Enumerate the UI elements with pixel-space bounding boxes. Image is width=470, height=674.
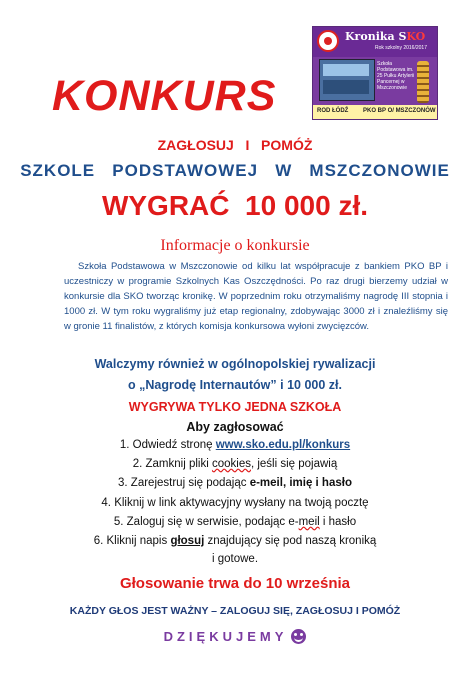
step-6-text: 6. Kliknij napis: [93, 535, 171, 547]
header-line-1: ZAGŁOSUJ I POMÓŻ: [157, 137, 313, 153]
page-title: KONKURS: [52, 72, 277, 120]
slogan-text: KAŻDY GŁOS JEST WAŻNY – ZALOGUJ SIĘ, ZAGŁOSUJ I POMÓŻ: [69, 605, 401, 617]
step-2: [0, 458, 470, 470]
header-line-2: SZKOLE PODSTAWOWEJ W MSZCZONOWIE: [20, 161, 450, 180]
national-line-1: Walczymy również w ogólnopolskiej rywalizacji: [94, 357, 376, 371]
chronicle-thumbnail: [312, 26, 438, 120]
step-1: [0, 439, 470, 451]
step-6: [0, 535, 470, 547]
brand-prefix: Kronika S: [345, 30, 407, 43]
contest-link[interactable]: www.sko.edu.pl/konkurs: [215, 439, 351, 451]
thumbnail-brand: [345, 30, 425, 43]
step-3-text: 3. Zarejestruj się podając: [118, 477, 250, 489]
thumbnail-year: Rok szkolny 2016/2017: [375, 45, 427, 51]
step-5: [0, 516, 470, 528]
sko-logo-icon: [317, 30, 339, 52]
step-2-suffix: , jeśli się pojawią: [250, 458, 338, 470]
step-2-cookies: cookies: [211, 458, 251, 470]
national-line-2: o „Nagrodę Internautów” i 10 000 zł.: [128, 378, 342, 392]
step-5-meil: meil: [298, 516, 320, 528]
step-3-credentials: e-meil, imię i hasło: [249, 477, 352, 489]
brand-accent: KO: [406, 30, 426, 43]
thanks-text: DZIĘKUJEMY: [163, 629, 288, 644]
header-line-3: WYGRAĆ 10 000 zł.: [101, 190, 369, 221]
thumbnail-caption: Szkoła Podstawowa im. 25 Pułku Artylerii Pancernej w Mszczonowie: [377, 61, 415, 91]
thanks-line: [0, 629, 470, 644]
step-6-vote-word: głosuj: [170, 535, 205, 547]
steps-heading: Aby zagłosować: [186, 420, 284, 434]
smiley-face-icon: [291, 629, 306, 644]
thumbnail-left-label: ROD ŁÓDŹ: [317, 108, 349, 114]
step-6-line-2: i gotowe.: [211, 553, 259, 565]
step-5-suffix: i hasło: [319, 516, 357, 528]
step-1-text: 1. Odwiedź stronę: [119, 439, 216, 451]
step-5-text: 5. Zaloguj się w serwisie, podając e-: [113, 516, 299, 528]
info-paragraph: Szkoła Podstawowa w Mszczonowie od kilku lat współpracuje z bankiem PKO BP i uczestniczy w programie Szkolnych Kas Oszczędności. Po raz drugi bierzemy udział w konkursie dla SKO tworząc kronikę. W poprzednim roku otrzymaliśmy nagrodę III stopnia i 1000 zł. W tym roku wygraliśmy już etap regionalny, zdobywając 3000 zł i znaleźliśmy się w gronie 11 finalistów, z których komisja konkursowa wyłoni zwycięzców.: [64, 261, 448, 332]
step-3: [0, 477, 470, 489]
thumbnail-right-label: PKO BP O/ MSZCZONÓW: [363, 108, 436, 114]
national-line-3: WYGRYWA TYLKO JEDNA SZKOŁA: [128, 400, 342, 414]
school-bus-photo: [319, 59, 375, 101]
giraffe-icon: [417, 61, 429, 103]
step-4: 4. Kliknij w link aktywacyjny wysłany na twoją pocztę: [101, 497, 369, 509]
info-heading: Informacje o konkursie: [160, 237, 310, 254]
step-6-suffix: znajdujący się pod naszą kroniką: [204, 535, 377, 547]
deadline-text: Głosowanie trwa do 10 września: [119, 575, 351, 592]
step-2-text: 2. Zamknij pliki: [132, 458, 212, 470]
